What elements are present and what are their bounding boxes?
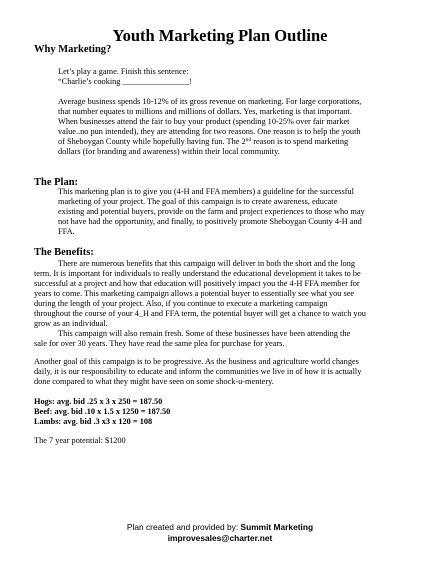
- goal-line-2: daily, it is our responsibility to educate and inform the communities we live in of how it is actually: [34, 367, 362, 376]
- why-para-line-2: that number equates to millions and millions of dollars. Yes, marketing is that important.: [58, 107, 352, 116]
- page-title: Youth Marketing Plan Outline: [112, 26, 328, 45]
- bid-hogs: Hogs: avg. bid .25 x 3 x 250 = 187.50: [34, 397, 163, 406]
- benefits-line-8: This campaign will also remain fresh. Some of these businesses have been attending the: [58, 329, 351, 338]
- benefits-line-9: sale for over 30 years. They have read the same plea for purchase for years.: [34, 339, 285, 348]
- benefits-line-4: years to come. This marketing campaign allows a potential buyer to essentially see what you see: [34, 289, 355, 298]
- benefits-line-3: successful at a project and how that education will positively impact you the 4-H FFA member for: [34, 279, 360, 288]
- goal-line-3: done compared to what they might have seen on some shock-u-mentery.: [34, 377, 274, 386]
- plan-line-4: not have had the opportunity, and finally, to positively promote Sheboygan County 4-H and: [58, 217, 362, 226]
- plan-line-5: FFA.: [58, 227, 75, 236]
- why-marketing-heading: Why Marketing?: [34, 44, 112, 55]
- game-line-2: “Charlie’s cooking ________________!: [58, 77, 192, 86]
- goal-line-1: Another goal of this campaign is to be progressive. As the business and agriculture world changes: [34, 357, 359, 366]
- plan-line-2: marketing of your project. The goal of this campaign is to create awareness, educate: [58, 197, 338, 206]
- benefits-line-6: throughout the course of your 4_H and FFA term, the potential buyer will get a chance to watch you: [34, 309, 366, 318]
- benefits-line-7: grow as an individual.: [34, 319, 108, 328]
- plan-heading: The Plan:: [34, 177, 79, 188]
- why-para-line-3: When businesses attend the fair to buy your product (spending 10-25% over fair market: [58, 117, 350, 126]
- why-para-line-5: of Sheboygan County while hopefully having fun. The 2nd reason is to spend marketing: [58, 137, 349, 146]
- why-para-line-1: Average business spends 10-12% of its gross revenue on marketing. For large corporations,: [58, 97, 362, 106]
- footer-email: improvesales@charter.net: [167, 533, 273, 543]
- seven-year-potential: The 7 year potential: $1200: [34, 436, 126, 445]
- benefits-line-1: There are numerous benefits that this campaign will deliver in both the short and the long: [58, 259, 355, 268]
- footer-credit: Plan created and provided by: Summit Marketing: [126, 522, 314, 532]
- benefits-line-2: term. It is important for individuals to really understand the educational development it takes to be: [34, 269, 361, 278]
- benefits-heading: The Benefits:: [34, 247, 94, 258]
- plan-line-1: This marketing plan is to give you (4-H and FFA members) a guideline for the successful: [58, 187, 354, 196]
- why-para-line-6: dollars (for branding and awareness) within their local community.: [58, 147, 280, 156]
- benefits-line-5: during the length of your project. Also, if you continue to execute a marketing campaign: [34, 299, 328, 308]
- why-para-line-4: value..no pun intended), they are attending for two reasons. One reason is to help the youth: [58, 127, 361, 136]
- bid-beef: Beef: avg. bid .10 x 1.5 x 1250 = 187.50: [34, 407, 171, 416]
- bid-lambs: Lambs: avg. bid .3 x3 x 120 = 108: [34, 417, 153, 426]
- game-line-1: Let’s play a game. Finish this sentence:: [58, 67, 189, 76]
- plan-line-3: existing and potential buyers, provide on the farm and project experiences to those who may: [58, 207, 365, 216]
